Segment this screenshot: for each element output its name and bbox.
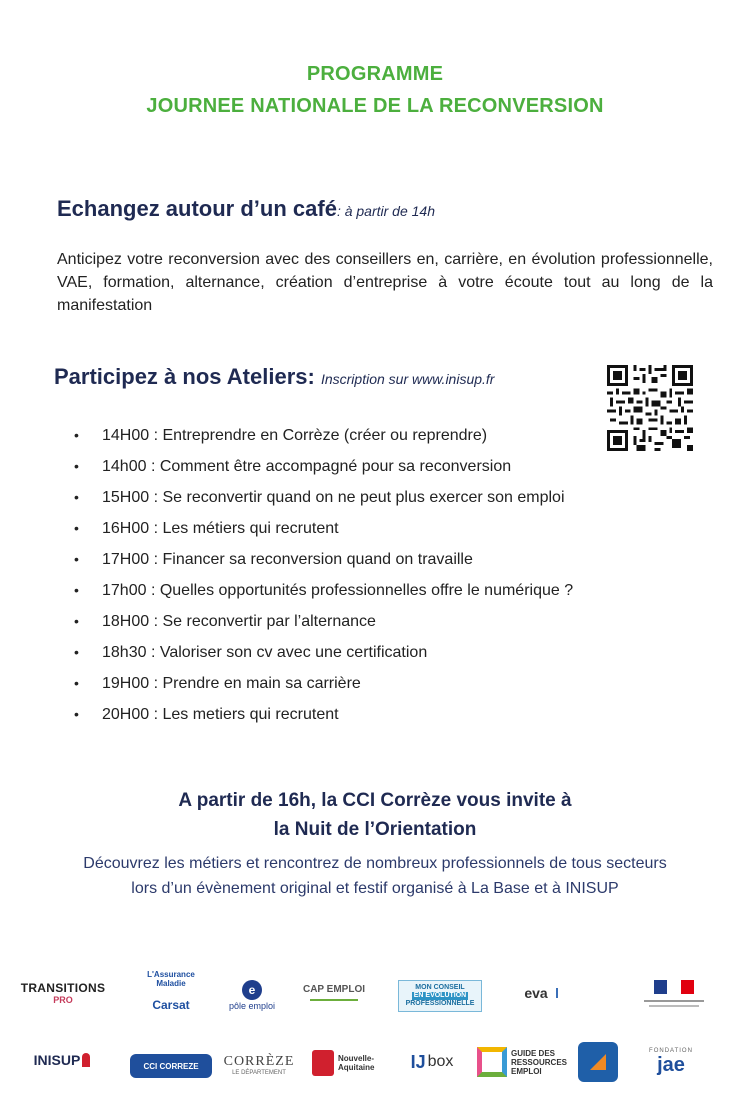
cafe-heading-time: : à partir de 14h bbox=[336, 203, 435, 219]
ateliers-registration: Inscription sur www.inisup.fr bbox=[320, 371, 495, 387]
cafe-heading bbox=[57, 196, 435, 222]
guide-ressources-emploi-logo: GUIDE DES RESSOURCES EMPLOI bbox=[474, 1042, 570, 1082]
list-item: • 17H00 : Financer sa reconversion quand on travaille bbox=[74, 551, 473, 568]
correze-departement-logo: CORRÈZE LE DÉPARTEMENT bbox=[223, 1054, 295, 1076]
ateliers-heading bbox=[54, 364, 494, 390]
fondation-jae-logo: FONDATION jae bbox=[649, 1047, 693, 1076]
cci-description-line2: lors d’un évènement original et festif organisé à La Base et à INISUP bbox=[131, 880, 619, 897]
program-subtitle: JOURNEE NATIONALE DE LA RECONVERSION bbox=[146, 95, 604, 117]
french-flag-icon bbox=[654, 980, 694, 994]
qr-code-icon[interactable] bbox=[607, 365, 693, 451]
list-item: • 18H00 : Se reconvertir par l’alternance bbox=[74, 613, 376, 630]
list-item: • 15H00 : Se reconvertir quand on ne peut plus exercer son emploi bbox=[74, 489, 565, 506]
cafe-heading-text: Echangez autour d’un café bbox=[57, 196, 337, 221]
cci-description-line1: Découvrez les métiers et rencontrez de nombreux professionnels de tous secteurs bbox=[83, 855, 667, 872]
list-item: • 14h00 : Comment être accompagné pour sa reconversion bbox=[74, 458, 512, 475]
inisup-logo: INISUP bbox=[24, 1040, 100, 1080]
workshop-list bbox=[74, 424, 573, 734]
list-item: • 18h30 : Valoriser son cv avec une certification bbox=[74, 644, 428, 661]
ij-box-logo: IJ box bbox=[410, 1051, 454, 1072]
list-item: • 20H00 : Les metiers qui recrutent bbox=[74, 706, 339, 723]
cafe-description: Anticipez votre reconversion avec des conseillers en, carrière, en évolution professionnelle, VAE, formation, alternance, création d’entreprise à votre écoute tout au long de la manifestation bbox=[57, 251, 713, 314]
list-item: • 17h00 : Quelles opportunités professionnelles offre le numérique ? bbox=[74, 582, 574, 599]
list-item: • 14H00 : Entreprendre en Corrèze (créer ou reprendre) bbox=[74, 427, 488, 444]
cci-event-name: la Nuit de l’Orientation bbox=[273, 819, 477, 840]
mon-conseil-logo: MON CONSEIL EN ÉVOLUTION PROFESSIONNELLE bbox=[398, 980, 482, 1012]
transitions-pro-logo: TRANSITIONS PRO bbox=[20, 981, 106, 1005]
cci-correze-logo: CCI CORREZE bbox=[130, 1054, 212, 1078]
program-title: PROGRAMME bbox=[306, 63, 444, 85]
eva-logo: eva bbox=[503, 978, 609, 1008]
nouvelle-aquitaine-logo: Nouvelle-Aquitaine bbox=[310, 1046, 382, 1080]
diagoriente-logo bbox=[578, 1042, 618, 1082]
cci-invitation: A partir de 16h, la CCI Corrèze vous invite à bbox=[178, 790, 572, 811]
prefet-logo bbox=[636, 968, 712, 1018]
pole-emploi-icon bbox=[241, 979, 263, 1001]
assurance-maladie-logo: L'Assurance Maladie Carsat bbox=[147, 970, 195, 1012]
pole-emploi-logo: e pôle emploi bbox=[224, 972, 280, 1018]
list-item: • 19H00 : Prendre en main sa carrière bbox=[74, 675, 361, 692]
svg-text:e: e bbox=[248, 983, 256, 997]
cap-emploi-logo: CAP EMPLOI bbox=[299, 972, 369, 1012]
diagoriente-icon bbox=[586, 1050, 610, 1074]
ateliers-heading-text: Participez à nos Ateliers: bbox=[54, 364, 315, 389]
list-item: • 16H00 : Les métiers qui recrutent bbox=[74, 520, 339, 537]
